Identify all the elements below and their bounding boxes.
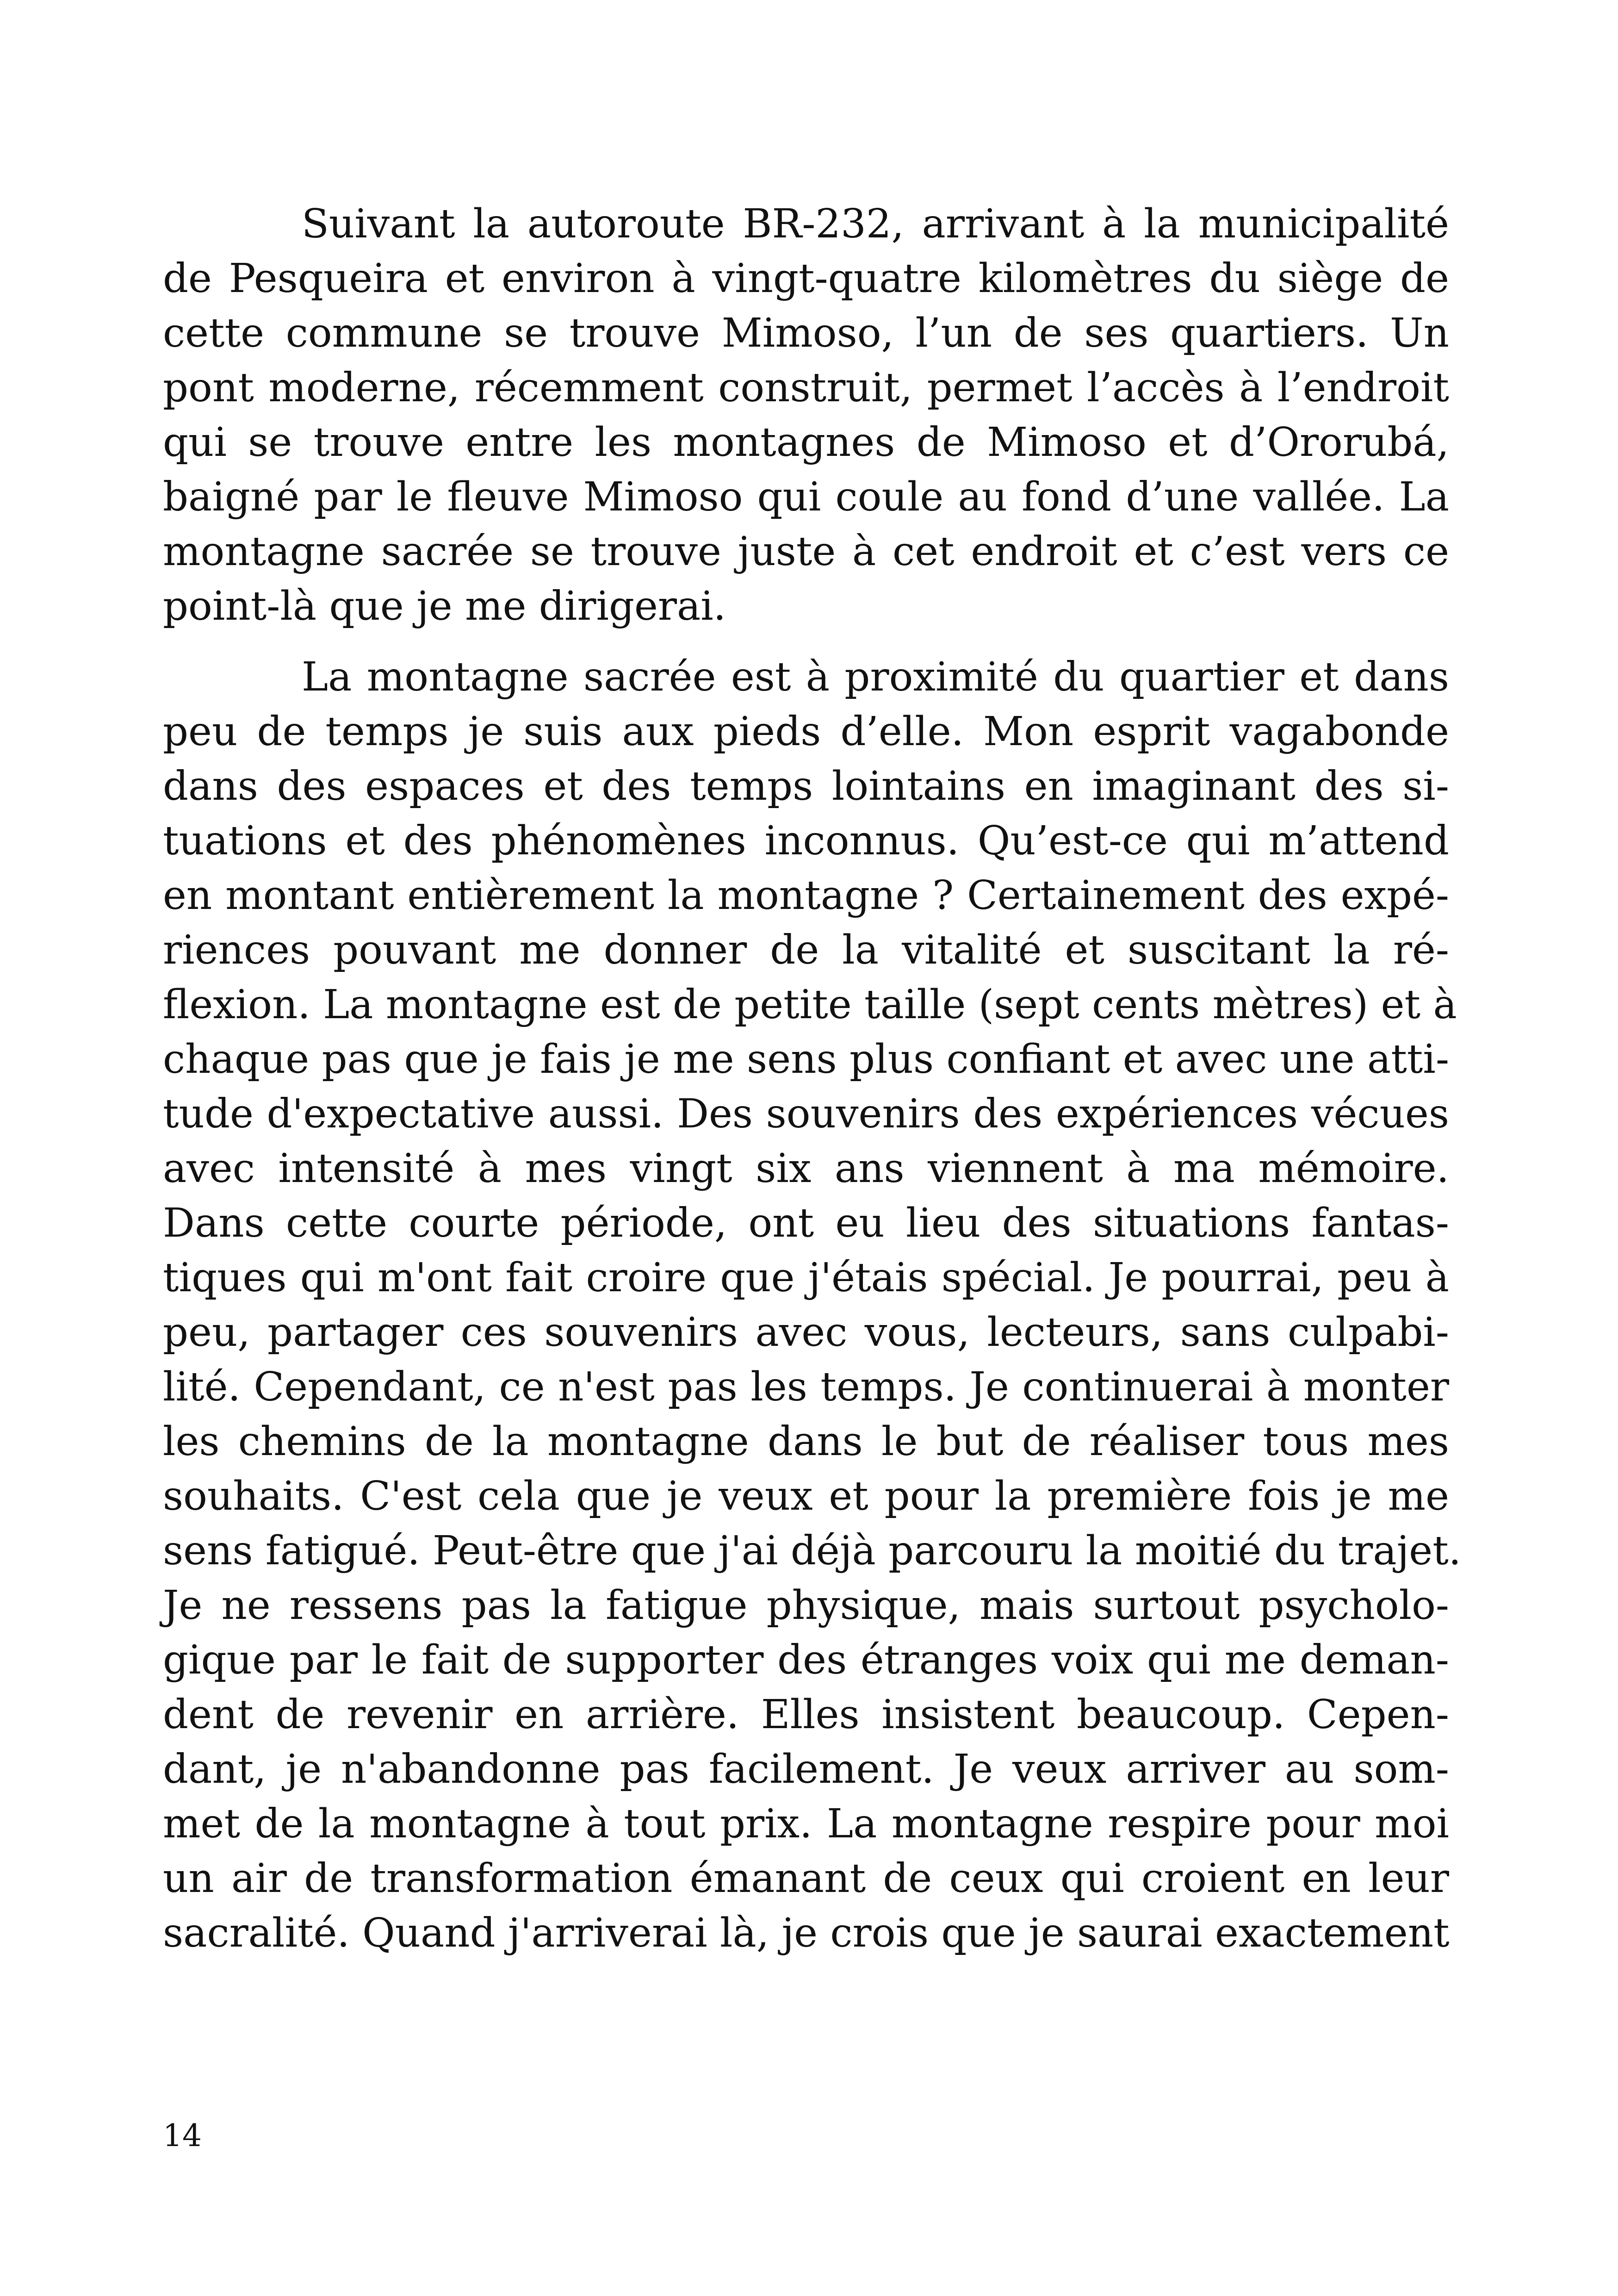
paragraph-spacer bbox=[163, 634, 1449, 650]
text-line: souhaits. C'est cela que je veux et pour la première fois je me bbox=[163, 1473, 1449, 1519]
body-text bbox=[163, 197, 1462, 1960]
text-line: Je ne ressens pas la fatigue physique, mais surtout psycholo- bbox=[163, 1582, 1449, 1629]
text-line: les chemins de la montagne dans le but de réaliser tous mes bbox=[163, 1419, 1449, 1465]
text-line: met de la montagne à tout prix. La montagne respire pour moi bbox=[163, 1801, 1449, 1847]
page-number: 14 bbox=[163, 2118, 202, 2153]
text-line: montagne sacrée se trouve juste à cet endroit et c’est vers ce bbox=[163, 529, 1449, 575]
text-line: pont moderne, récemment construit, permet l’accès à l’endroit bbox=[163, 365, 1449, 411]
text-line: tude d'expectative aussi. Des souvenirs des expériences vécues bbox=[163, 1091, 1449, 1137]
text-line: Dans cette courte période, ont eu lieu des situations fantas- bbox=[163, 1200, 1449, 1246]
text-line: chaque pas que je fais je me sens plus confiant et avec une atti- bbox=[163, 1036, 1449, 1083]
text-line: en montant entièrement la montagne ? Certainement des expé- bbox=[163, 872, 1449, 919]
text-line: un air de transformation émanant de ceux qui croient en leur bbox=[163, 1855, 1449, 1902]
text-line: dent de revenir en arrière. Elles insistent beaucoup. Cepen- bbox=[163, 1692, 1449, 1738]
text-line: La montagne sacrée est à proximité du quartier et dans bbox=[302, 654, 1449, 700]
paragraph-2 bbox=[163, 650, 1462, 1960]
text-line: dans des espaces et des temps lointains en imaginant des si- bbox=[163, 763, 1449, 809]
text-line: avec intensité à mes vingt six ans viennent à ma mémoire. bbox=[163, 1145, 1449, 1192]
text-line: sacralité. Quand j'arriverai là, je crois que je saurai exactement bbox=[163, 1910, 1450, 1956]
text-line: riences pouvant me donner de la vitalité et suscitant la ré- bbox=[163, 927, 1449, 973]
text-line: tiques qui m'ont fait croire que j'étais spécial. Je pourrai, peu à bbox=[163, 1255, 1449, 1301]
text-line: sens fatigué. Peut-être que j'ai déjà parcouru la moitié du trajet. bbox=[163, 1528, 1462, 1574]
text-line: baigné par le fleuve Mimoso qui coule au fond d’une vallée. La bbox=[163, 474, 1449, 520]
text-line: qui se trouve entre les montagnes de Mimoso et d’Ororubá, bbox=[163, 419, 1449, 466]
text-line: de Pesqueira et environ à vingt-quatre kilomètres du siège de bbox=[163, 255, 1449, 302]
paragraph-1 bbox=[163, 197, 1449, 634]
text-line: tuations et des phénomènes inconnus. Qu’est-ce qui m’attend bbox=[163, 818, 1449, 864]
text-line: flexion. La montagne est de petite taille (sept cents mètres) et à bbox=[163, 982, 1457, 1028]
text-line: peu, partager ces souvenirs avec vous, lecteurs, sans culpabi- bbox=[163, 1309, 1449, 1356]
text-line: gique par le fait de supporter des étranges voix qui me deman- bbox=[163, 1637, 1449, 1683]
text-line: point-là que je me dirigerai. bbox=[163, 583, 726, 629]
text-line: Suivant la autoroute BR-232, arrivant à la municipalité bbox=[302, 201, 1449, 247]
text-line: peu de temps je suis aux pieds d’elle. Mon esprit vagabonde bbox=[163, 709, 1449, 755]
text-line: dant, je n'abandonne pas facilement. Je veux arriver au som- bbox=[163, 1746, 1449, 1792]
text-line: lité. Cependant, ce n'est pas les temps. Je continuerai à monter bbox=[163, 1364, 1449, 1410]
text-line: cette commune se trouve Mimoso, l’un de ses quartiers. Un bbox=[163, 310, 1449, 356]
